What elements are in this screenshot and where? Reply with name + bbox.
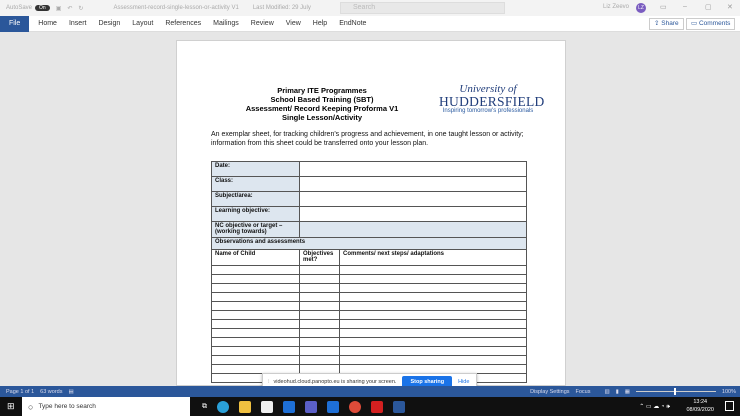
assessment-table (211, 161, 527, 383)
table-row (212, 302, 527, 311)
column-header-name: Name of Child (212, 250, 300, 266)
taskbar-search-placeholder: Type here to search (38, 403, 96, 410)
field-label-date: Date: (212, 162, 300, 177)
comments-cell[interactable] (340, 302, 527, 311)
table-row (212, 311, 527, 320)
field-label-objective: Learning objective: (212, 207, 300, 222)
windows-start-icon[interactable]: ⊞ (7, 401, 15, 411)
tab-references[interactable]: References (165, 19, 202, 27)
dropbox-icon[interactable] (327, 401, 339, 413)
tab-mailings[interactable]: Mailings (213, 19, 239, 27)
objectives-cell[interactable] (300, 293, 340, 302)
comments-cell[interactable] (340, 284, 527, 293)
field-value-class[interactable] (300, 177, 527, 192)
undo-icon[interactable]: ↶ (67, 5, 73, 12)
objectives-cell[interactable] (300, 302, 340, 311)
objectives-cell[interactable] (300, 311, 340, 320)
comments-button[interactable] (686, 18, 735, 30)
document-title: Assessment-record-single-lesson-or-activity V1 (113, 5, 239, 11)
comments-cell[interactable] (340, 266, 527, 275)
objectives-cell[interactable] (300, 284, 340, 293)
ribbon-tabs (0, 16, 740, 32)
table-row (212, 356, 527, 365)
document-heading (217, 86, 427, 122)
edge-icon[interactable] (217, 401, 229, 413)
zoom-level[interactable]: 100% (721, 388, 736, 395)
field-label-class: Class: (212, 177, 300, 192)
close-icon[interactable]: ✕ (727, 4, 733, 11)
tab-file[interactable]: File (0, 16, 29, 32)
tab-insert[interactable]: Insert (68, 19, 87, 27)
share-icon: ⇪ (654, 20, 662, 27)
autosave-toggle[interactable]: On (35, 5, 50, 11)
comment-icon: ▭ (691, 20, 699, 27)
table-row (212, 266, 527, 275)
status-bar (0, 386, 740, 397)
objectives-cell[interactable] (300, 275, 340, 284)
child-name-cell[interactable] (212, 320, 300, 329)
child-name-cell[interactable] (212, 347, 300, 356)
user-name: Liz Zeevo (603, 4, 630, 10)
share-button[interactable] (649, 18, 684, 30)
tab-layout[interactable]: Layout (132, 19, 154, 27)
dropbox-icon[interactable] (283, 401, 295, 413)
taskbar-search[interactable] (22, 397, 190, 416)
child-name-cell[interactable] (212, 311, 300, 320)
field-label-nc-objective: NC objective or target – (working towards) (212, 222, 300, 238)
acrobat-icon[interactable] (371, 401, 383, 413)
child-name-cell[interactable] (212, 266, 300, 275)
field-value-date[interactable] (300, 162, 527, 177)
objectives-cell[interactable] (300, 347, 340, 356)
tab-design[interactable]: Design (98, 19, 121, 27)
last-modified: Last Modified: 29 July (252, 5, 311, 11)
column-header-objectives: Objectives met? (300, 250, 340, 266)
field-value-nc-objective[interactable] (300, 222, 527, 238)
comments-cell[interactable] (340, 347, 527, 356)
child-name-cell[interactable] (212, 338, 300, 347)
objectives-cell[interactable] (300, 266, 340, 275)
table-row (212, 347, 527, 356)
notifications-icon[interactable] (725, 401, 734, 411)
child-name-cell[interactable] (212, 356, 300, 365)
drag-handle-icon[interactable]: ⁞ (268, 379, 270, 385)
comments-cell[interactable] (340, 356, 527, 365)
system-tray-icons[interactable]: ⌃ ▭ ☁ ◔ 🕪 (639, 403, 670, 410)
field-value-subject[interactable] (300, 192, 527, 207)
table-row (212, 320, 527, 329)
field-value-objective[interactable] (300, 207, 527, 222)
child-name-cell[interactable] (212, 293, 300, 302)
page-count[interactable]: Page 1 of 1 (6, 388, 35, 395)
display-settings[interactable]: Display Settings (530, 388, 570, 395)
tab-view[interactable]: View (285, 19, 301, 27)
taskbar (0, 397, 740, 416)
comments-cell[interactable] (340, 329, 527, 338)
comments-cell[interactable] (340, 311, 527, 320)
university-logo (439, 83, 545, 114)
file-explorer-icon[interactable] (239, 401, 251, 413)
word-count[interactable]: 63 words (40, 388, 63, 395)
zoom-slider[interactable] (636, 391, 716, 392)
intro-paragraph: An exemplar sheet, for tracking children's progress and achievement, in one taught lesson or activity; information from this sheet could be transferred onto your lesson plan. (211, 131, 524, 147)
section-header: Observations and assessments (212, 238, 527, 250)
store-icon[interactable] (261, 401, 273, 413)
stop-sharing-button[interactable]: Stop sharing (402, 376, 452, 388)
search-icon: ○ (28, 401, 34, 412)
column-header-comments: Comments/ next steps/ adaptations (340, 250, 527, 266)
objectives-cell[interactable] (300, 329, 340, 338)
table-row (212, 275, 527, 284)
child-name-cell[interactable] (212, 302, 300, 311)
teams-icon[interactable] (305, 401, 317, 413)
objectives-cell[interactable] (300, 356, 340, 365)
word-icon[interactable] (393, 401, 405, 413)
date: 08/09/2020 (686, 407, 714, 413)
table-row (212, 338, 527, 347)
objectives-cell[interactable] (300, 320, 340, 329)
autosave-label: AutoSave (6, 5, 33, 11)
logo-line2: HUDDERSFIELD (439, 94, 545, 109)
child-name-cell[interactable] (212, 329, 300, 338)
comments-label: Comments (698, 20, 731, 27)
time: 13:24 (693, 399, 708, 405)
document-page[interactable] (176, 40, 566, 386)
child-name-cell[interactable] (212, 284, 300, 293)
objectives-cell[interactable] (300, 338, 340, 347)
share-label: Share (661, 20, 679, 27)
save-icon[interactable]: ▣ (55, 5, 62, 12)
chrome-icon[interactable] (349, 401, 361, 413)
avatar[interactable]: LZ (636, 3, 646, 13)
maximize-icon[interactable]: ▢ (705, 4, 712, 11)
focus-button[interactable]: Focus (575, 388, 591, 395)
tab-home[interactable]: Home (38, 19, 57, 27)
heading-line: Single Lesson/Activity (281, 113, 363, 122)
task-view-icon[interactable]: ⧉ (202, 402, 207, 410)
proofing-icon[interactable]: ▤ (68, 388, 74, 395)
comments-cell[interactable] (340, 320, 527, 329)
tab-help[interactable]: Help (312, 19, 328, 27)
ribbon-display-icon[interactable]: ▭ (660, 4, 667, 11)
clock[interactable] (686, 398, 714, 414)
comments-cell[interactable] (340, 275, 527, 284)
heading-line: Assessment/ Record Keeping Proforma V1 (245, 104, 399, 113)
comments-cell[interactable] (340, 293, 527, 302)
minimize-icon[interactable]: – (683, 3, 687, 10)
logo-tagline: Inspiring tomorrow's professionals (442, 108, 534, 114)
comments-cell[interactable] (340, 338, 527, 347)
heading-line: Primary ITE Programmes (277, 86, 367, 95)
tab-review[interactable]: Review (250, 19, 274, 27)
table-row (212, 293, 527, 302)
read-mode-icon[interactable]: ▥ (604, 388, 610, 395)
hide-button[interactable]: Hide (458, 379, 470, 385)
child-name-cell[interactable] (212, 275, 300, 284)
heading-line: School Based Training (SBT) (270, 95, 374, 104)
redo-icon[interactable]: ↻ (78, 5, 84, 12)
share-notice-text: videohud.cloud.panopto.eu is sharing your screen. (273, 379, 397, 385)
search-input[interactable]: Search (340, 2, 505, 14)
tab-endnote[interactable]: EndNote (339, 19, 367, 27)
logo-line1: University of (459, 83, 517, 95)
table-row (212, 329, 527, 338)
web-layout-icon[interactable]: ▦ (624, 388, 630, 395)
print-layout-icon[interactable]: ▮ (615, 388, 619, 395)
field-label-subject: Subject/area: (212, 192, 300, 207)
table-row (212, 284, 527, 293)
